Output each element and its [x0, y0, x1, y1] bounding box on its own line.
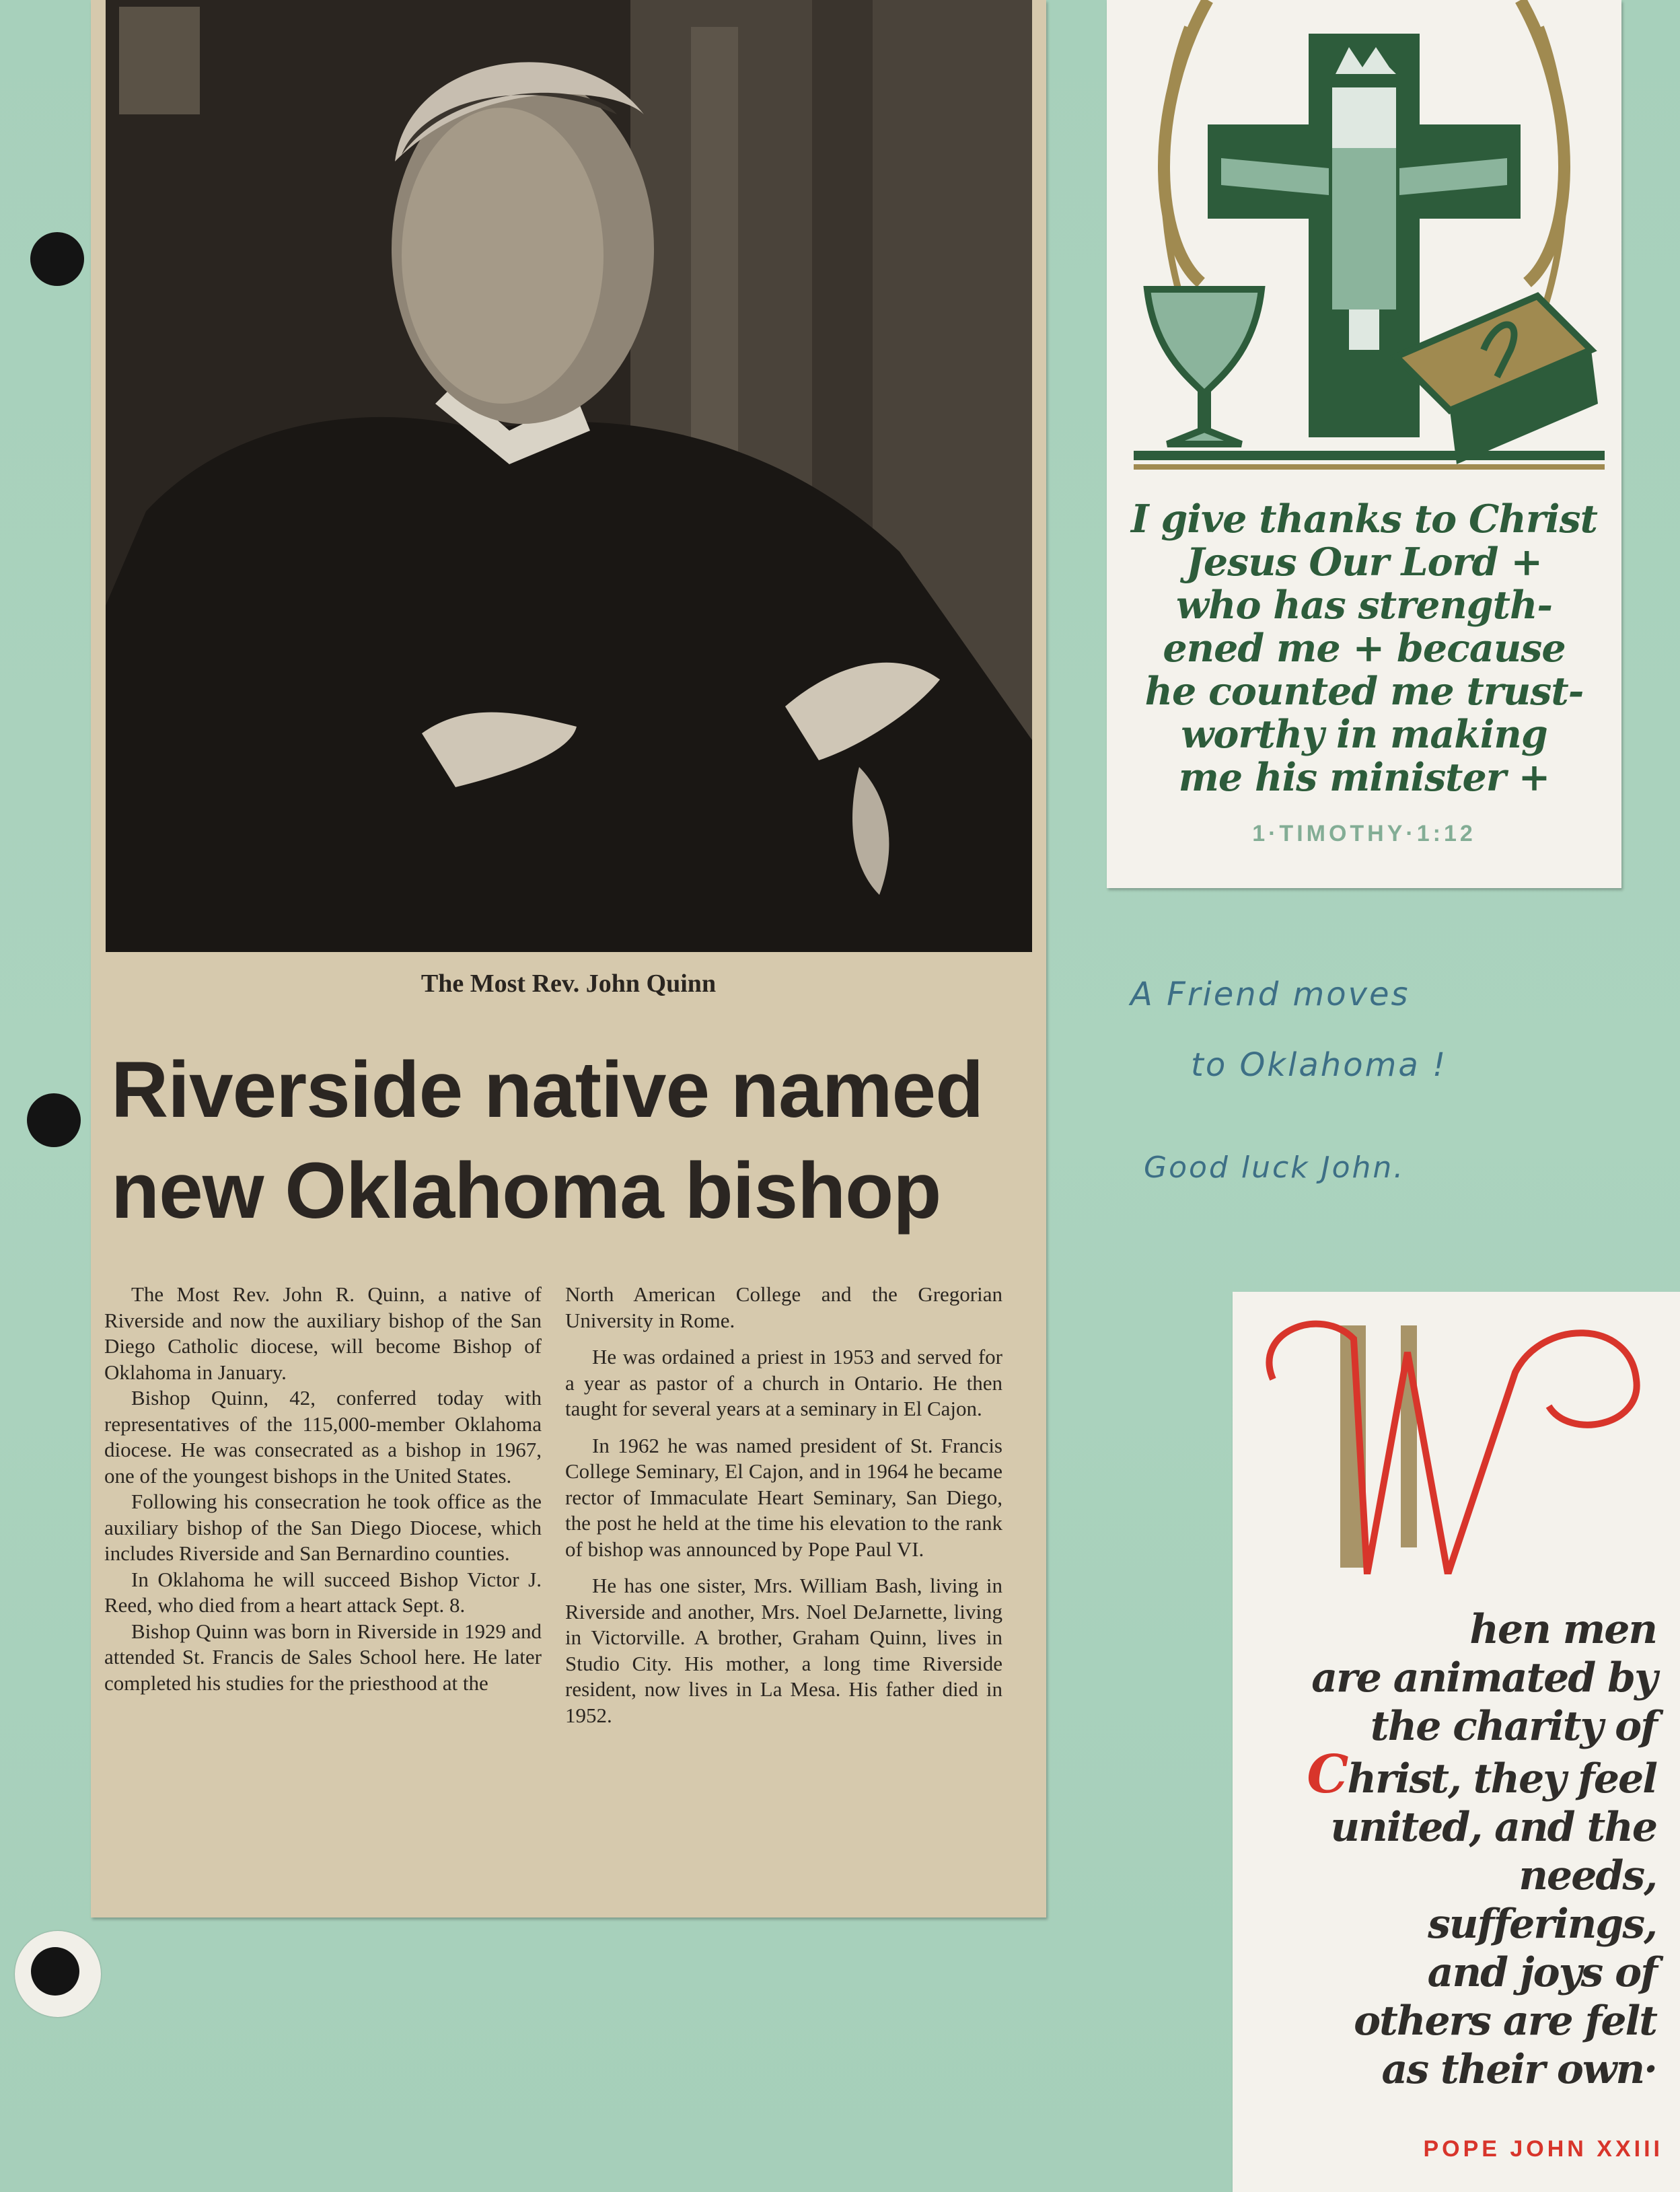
verse-line: Jesus Our Lord +	[1185, 540, 1543, 585]
quote-line-5: united, and the	[1330, 1804, 1656, 1851]
article-paragraph: Bishop Quinn, 42, conferred today with representatives of the 115,000-member Oklahoma diocese. He was consecrated as a bishop in 1967, one of the youngest bishops in the United States.	[104, 1386, 542, 1488]
binder-hole-bottom	[31, 1947, 79, 1996]
quote-line-9: as their own·	[1381, 2046, 1656, 2093]
quote-text	[1280, 1601, 1656, 2094]
verse-card	[1107, 0, 1621, 888]
bishop-photo	[106, 0, 1032, 952]
article-paragraph: North American College and the Gregorian University in Rome.	[565, 1282, 1002, 1332]
quote-card	[1233, 1292, 1680, 2192]
quote-initial-c: C	[1307, 1744, 1348, 1805]
quote-line-4: hrist, they feel	[1347, 1755, 1656, 1802]
article-paragraph: In 1962 he was named president of St. Francis College Seminary, El Cajon, and in 1964 he became rector of Immaculate Heart Seminary, San Diego, the post he held at the time his elevation to the rank of bishop was announced by Pope Paul VI.	[565, 1433, 1002, 1561]
verse-text	[1107, 498, 1621, 799]
quote-line	[1280, 1601, 1656, 1654]
quote-author: POPE JOHN XXIII	[1423, 2136, 1663, 2162]
quote-line-3: the charity of	[1370, 1703, 1656, 1750]
verse-line: ened me + because	[1163, 626, 1566, 671]
decorative-initial-w	[1233, 1292, 1680, 1574]
article-paragraph: In Oklahoma he will succeed Bishop Victor J. Reed, who died from a heart attack Sept. 8.	[104, 1567, 542, 1617]
article-paragraph: He has one sister, Mrs. William Bash, living in Riverside and another, Mrs. Noel DeJarnette, living in Victorville. A brother, Graham Quinn, lives in Studio City. His mother, a long time Riverside resident, now lives in La Mesa. His father died in 1952.	[565, 1574, 1002, 1727]
quote-line-7: and joys of	[1427, 1949, 1656, 1996]
headline-line-2: new Oklahoma bishop	[111, 1146, 941, 1235]
article-paragraph: Following his consecration he took office as the auxiliary bishop of the San Diego Diocese, which includes Riverside and San Bernardino counties.	[104, 1490, 542, 1565]
article-column-left	[104, 1282, 542, 1696]
cross-chalice-book-illustration	[1107, 0, 1621, 484]
article-column-right	[565, 1282, 1002, 1728]
quote-line-2: are animated by	[1311, 1654, 1656, 1702]
quote-line-8: others are felt	[1354, 1998, 1656, 2045]
quote-line-6: needs, sufferings,	[1428, 1852, 1656, 1948]
photo-caption: The Most Rev. John Quinn	[421, 970, 717, 998]
handwritten-line-3: Good luck John.	[1144, 1150, 1405, 1185]
newspaper-clipping	[91, 0, 1046, 1917]
article-paragraph: He was ordained a priest in 1953 and served for a year as pastor of a church in Ontario. He then taught for several years at a seminary in El Cajon.	[565, 1345, 1002, 1420]
verse-line: he counted me trust-	[1144, 669, 1584, 714]
article-paragraph: Bishop Quinn was born in Riverside in 1929 and attended St. Francis de Sales School here. He later completed his studies for the priesthood at the	[104, 1619, 542, 1695]
verse-reference: 1·TIMOTHY·1:12	[1252, 821, 1476, 846]
quote-line	[1280, 1744, 1656, 1805]
verse-line: me his minister +	[1178, 755, 1550, 800]
verse-line: worthy in making	[1181, 712, 1547, 757]
headline-line-1: Riverside native named	[111, 1046, 984, 1134]
quote-line-1: hen men	[1469, 1606, 1656, 1653]
verse-line: who has strength-	[1175, 583, 1553, 628]
article-paragraph: The Most Rev. John R. Quinn, a native of Riverside and now the auxiliary bishop of the San Diego Catholic diocese, will become Bishop of Oklahoma in January.	[104, 1282, 542, 1384]
article-headline	[111, 1039, 1039, 1241]
handwritten-line-1: A Friend moves	[1130, 976, 1410, 1013]
handwritten-line-2: to Oklahoma !	[1191, 1046, 1448, 1084]
verse-line: I give thanks to Christ	[1131, 497, 1597, 542]
binder-hole-top	[30, 232, 84, 286]
binder-hole-middle	[27, 1093, 81, 1147]
